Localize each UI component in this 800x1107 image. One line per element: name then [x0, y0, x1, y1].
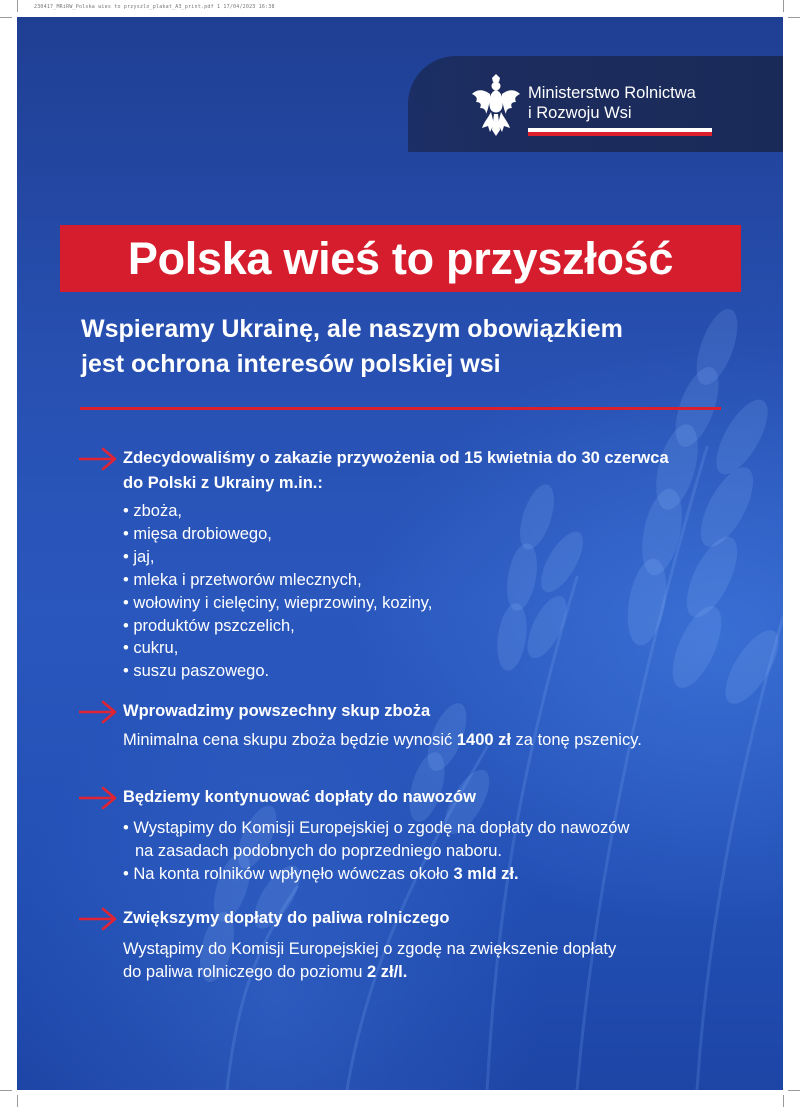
section-heading-ban-line2: do Polski z Ukrainy m.in.: — [123, 474, 323, 492]
crop-mark — [17, 1095, 18, 1107]
fertilizer-item2 — [123, 863, 763, 886]
subtitle — [81, 312, 761, 382]
poster-title: Polska wieś to przyszłość — [127, 233, 674, 284]
banned-products-list — [123, 500, 432, 683]
fertilizer-item1-line1: • Wystąpimy do Komisji Europejskiej o zgodę na dopłaty do nawozów — [123, 819, 630, 837]
fertilizer-text — [123, 817, 763, 886]
crop-mark — [783, 0, 784, 12]
fertilizer-item2-prefix: • Na konta rolników wpłynęło wówczas około — [123, 865, 454, 883]
poster — [17, 17, 783, 1090]
section-heading-fertilizer — [123, 785, 763, 810]
grain-price-value: 1400 zł — [456, 731, 511, 749]
section-heading-grain-text: Wprowadzimy powszechny skup zboża — [123, 702, 431, 720]
ministry-header — [408, 56, 783, 152]
divider — [80, 407, 721, 410]
list-item: • cukru, — [123, 639, 179, 658]
crop-mark — [0, 1090, 12, 1091]
ministry-name — [528, 83, 696, 123]
crop-mark — [788, 17, 800, 18]
list-item: • mięsa drobiowego, — [123, 524, 272, 543]
arrow-right-icon — [79, 907, 117, 931]
crop-mark — [17, 0, 18, 12]
white-eagle-emblem-icon — [470, 74, 522, 136]
crop-mark — [783, 1095, 784, 1107]
crop-mark — [788, 1090, 800, 1091]
subtitle-line1: Wspieramy Ukrainę, ale naszym obowiązkiem — [81, 315, 623, 343]
fuel-line2 — [123, 961, 763, 984]
section-heading-fuel-text: Zwiększymy dopłaty do paliwa rolniczego — [123, 909, 450, 927]
fertilizer-item1-line2: na zasadach podobnych do poprzedniego naboru. — [135, 842, 502, 860]
fertilizer-amount: 3 mld zł. — [453, 865, 519, 883]
list-item: • zboża, — [123, 502, 182, 520]
arrow-right-icon — [79, 447, 117, 471]
ministry-name-line1: Ministerstwo Rolnictwa — [528, 84, 696, 102]
section-heading-ban — [123, 446, 763, 496]
grain-price-line — [123, 729, 763, 752]
section-heading-fuel — [123, 906, 763, 931]
fuel-line1: Wystąpimy do Komisji Europejskiej o zgodę na zwiększenie dopłaty — [123, 940, 617, 958]
polish-flag-rule — [528, 128, 712, 136]
list-item: • mleka i przetworów mlecznych, — [123, 570, 362, 589]
flag-red-stripe — [528, 132, 712, 136]
list-item: • suszu paszowego. — [123, 662, 270, 681]
list-item: • wołowiny i cielęciny, wieprzowiny, koziny, — [123, 593, 433, 612]
list-item: • jaj, — [123, 547, 155, 566]
fuel-amount: 2 zł/l. — [366, 963, 408, 981]
fuel-line2-prefix: do paliwa rolniczego do poziomu — [123, 963, 367, 981]
title-banner — [60, 225, 741, 292]
ministry-name-line2: i Rozwoju Wsi — [528, 104, 632, 122]
arrow-right-icon — [79, 786, 117, 810]
subtitle-line2: jest ochrona interesów polskiej wsi — [81, 350, 501, 378]
grain-price-prefix: Minimalna cena skupu zboża będzie wynosić — [123, 731, 457, 749]
grain-price-text — [123, 729, 763, 752]
grain-price-suffix: za tonę pszenicy. — [510, 731, 642, 749]
fuel-text — [123, 938, 763, 984]
list-item: • produktów pszczelich, — [123, 616, 295, 635]
crop-mark — [0, 17, 12, 18]
section-heading-ban-line1: Zdecydowaliśmy o zakazie przywożenia od 15 kwietnia do 30 czerwca — [123, 449, 669, 467]
print-slug: 230417_MRiRW_Polska wies to przyszlo_plakat_A3_print.pdf 1 17/04/2023 16:38 — [34, 4, 275, 10]
arrow-right-icon — [79, 700, 117, 724]
section-heading-fertilizer-text: Będziemy kontynuować dopłaty do nawozów — [123, 788, 476, 806]
section-heading-grain — [123, 699, 763, 724]
